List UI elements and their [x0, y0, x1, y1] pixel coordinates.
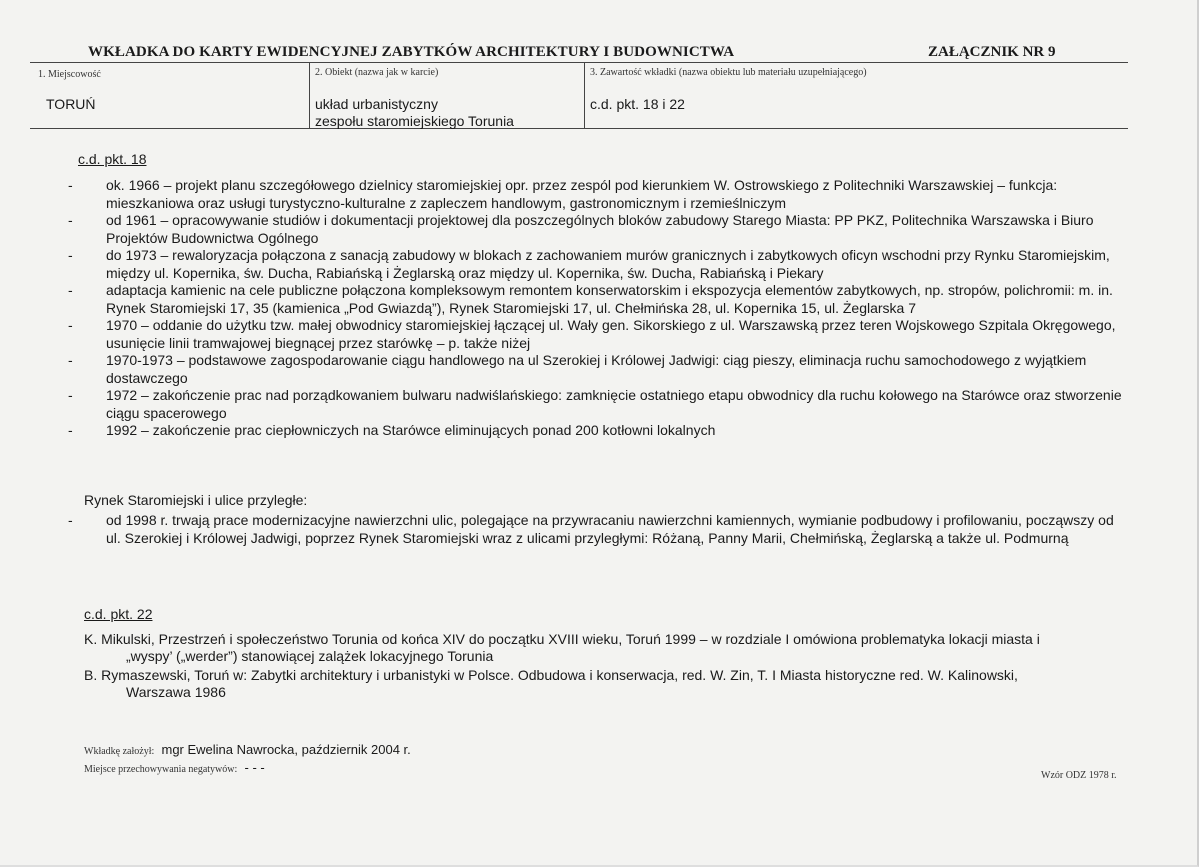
header-bottom-rule — [30, 128, 1128, 129]
reference-item: K. Mikulski, Przestrzeń i społeczeństwo Torunia od końca XIV do początku XVIII wieku, Toruń 1999 – w rozdziale I omówiona problematyka lokacji miasta i „wyspy’ („werder”) stanowiącej zalążek lokacyjnego Torunia — [84, 631, 1040, 664]
form-title: WKŁADKA DO KARTY EWIDENCYJNEJ ZABYTKÓW ARCHITEKTURY I BUDOWNICTWA — [88, 44, 735, 60]
section-22-heading: c.d. pkt. 22 — [84, 606, 153, 622]
author-line — [84, 742, 411, 757]
section-22-references — [84, 631, 1084, 703]
locality-label: 1. Miejscowość — [38, 69, 101, 80]
section-18-list — [68, 177, 1128, 440]
contents-value: c.d. pkt. 18 i 22 — [590, 96, 685, 112]
form-pattern: Wzór ODZ 1978 r. — [1041, 770, 1117, 781]
object-label: 2. Obiekt (nazwa jak w karcie) — [315, 67, 439, 78]
list-item: - 1970 – oddanie do użytku tzw. małej obwodnicy staromiejskiej łączącej ul. Wały gen. Sikorskiego z ul. Warszawską przez teren Wojskowego Szpitala Okręgowego, usunięcie linii tramwajowej biegnącej przez starówkę – p. także niżej — [68, 317, 1116, 351]
author-value: mgr Ewelina Nawrocka, październik 2004 r. — [161, 742, 411, 757]
negatives-label: Miejsce przechowywania negatywów: — [84, 764, 238, 775]
field-divider-2 — [584, 62, 585, 129]
market-list — [68, 512, 1128, 547]
market-heading: Rynek Staromiejski i ulice przyległe: — [84, 492, 308, 508]
list-item: - do 1973 – rewaloryzacja połączona z sanacją zabudowy w blokach z zachowaniem murów granicznych i zabytkowych oficyn wschodni przy Rynku Staromiejskim, między ul. Kopernika, św. Ducha, Rabiańską i Żeglarską oraz między ul. Kopernika, św. Ducha, Rabiańską i Piekary — [68, 247, 1110, 281]
list-item: - adaptacja kamienic na cele publiczne połączona kompleksowym remontem konserwatorskim i ekspozycja elementów zabytkowych, np. stropów, polichromii: m. in. Rynek Staromiejski 17, 35 (kamienica „Pod Gwiazdą”), Rynek Staromiejski 17, ul. Chełmińska 28, ul. Kopernika 15, ul. Żeglarska 7 — [68, 282, 1113, 316]
negatives-line — [84, 760, 265, 775]
object-value-line1: układ urbanistyczny — [315, 96, 438, 112]
annex-number: ZAŁĄCZNIK NR 9 — [928, 44, 1056, 60]
field-divider-1 — [309, 62, 310, 129]
locality-value: TORUŃ — [46, 96, 96, 112]
contents-label: 3. Zawartość wkładki (nazwa obiektu lub materiału uzupełniającego) — [590, 67, 867, 78]
negatives-value: - - - — [244, 760, 265, 775]
header-top-rule — [30, 62, 1128, 63]
list-item: - 1972 – zakończenie prac nad porządkowaniem bulwaru nadwiślańskiego: zamknięcie ostatniego etapu obwodnicy dla ruchu kołowego na Starówce oraz stworzenie ciągu spacerowego — [68, 387, 1122, 421]
list-item: - 1970-1973 – podstawowe zagospodarowanie ciągu handlowego na ul Szerokiej i Królowej Jadwigi: ciąg pieszy, eliminacja ruchu samochodowego z wyjątkiem dostawczego — [68, 352, 1087, 386]
list-item: - od 1998 r. trwają prace modernizacyjne nawierzchni ulic, polegające na przywracaniu nawierzchni kamiennych, wymianie podbudowy i profilowaniu, począwszy od ul. Szerokiej i Królowej Jadwigi, poprzez Rynek Staromiejski wraz z ulicami przyległymi: Różaną, Panny Marii, Chełmińską, Żeglarską a także ul. Podmurną — [68, 512, 1114, 546]
list-item: - ok. 1966 – projekt planu szczegółowego dzielnicy staromiejskiej opr. przez zespól pod kierunkiem W. Ostrowskiego z Politechniki Warszawskiej – funkcja: mieszkaniowa oraz usługi turystyczno-kulturalne z zapleczem handlowym, gastronomicznym i rzemieślniczym — [68, 177, 1058, 211]
author-label: Wkładkę założył: — [84, 746, 155, 757]
list-item: - 1992 – zakończenie prac ciepłowniczych na Starówce eliminujących ponad 200 kotłowni lokalnych — [68, 422, 716, 438]
reference-item: B. Rymaszewski, Toruń w: Zabytki architektury i urbanistyki w Polsce. Odbudowa i konserwacja, red. W. Zin, T. I Miasta historyczne red. W. Kalinowski, Warszawa 1986 — [84, 667, 1018, 700]
object-value-line2: zespołu staromiejskiego Torunia — [315, 113, 514, 129]
list-item: - od 1961 – opracowywanie studiów i dokumentacji projektowej dla poszczególnych bloków zabudowy Starego Miasta: PP PKZ, Politechnika Warszawska i Biuro Projektów Budownictwa Ogólnego — [68, 212, 1094, 246]
section-18-heading: c.d. pkt. 18 — [78, 151, 147, 167]
